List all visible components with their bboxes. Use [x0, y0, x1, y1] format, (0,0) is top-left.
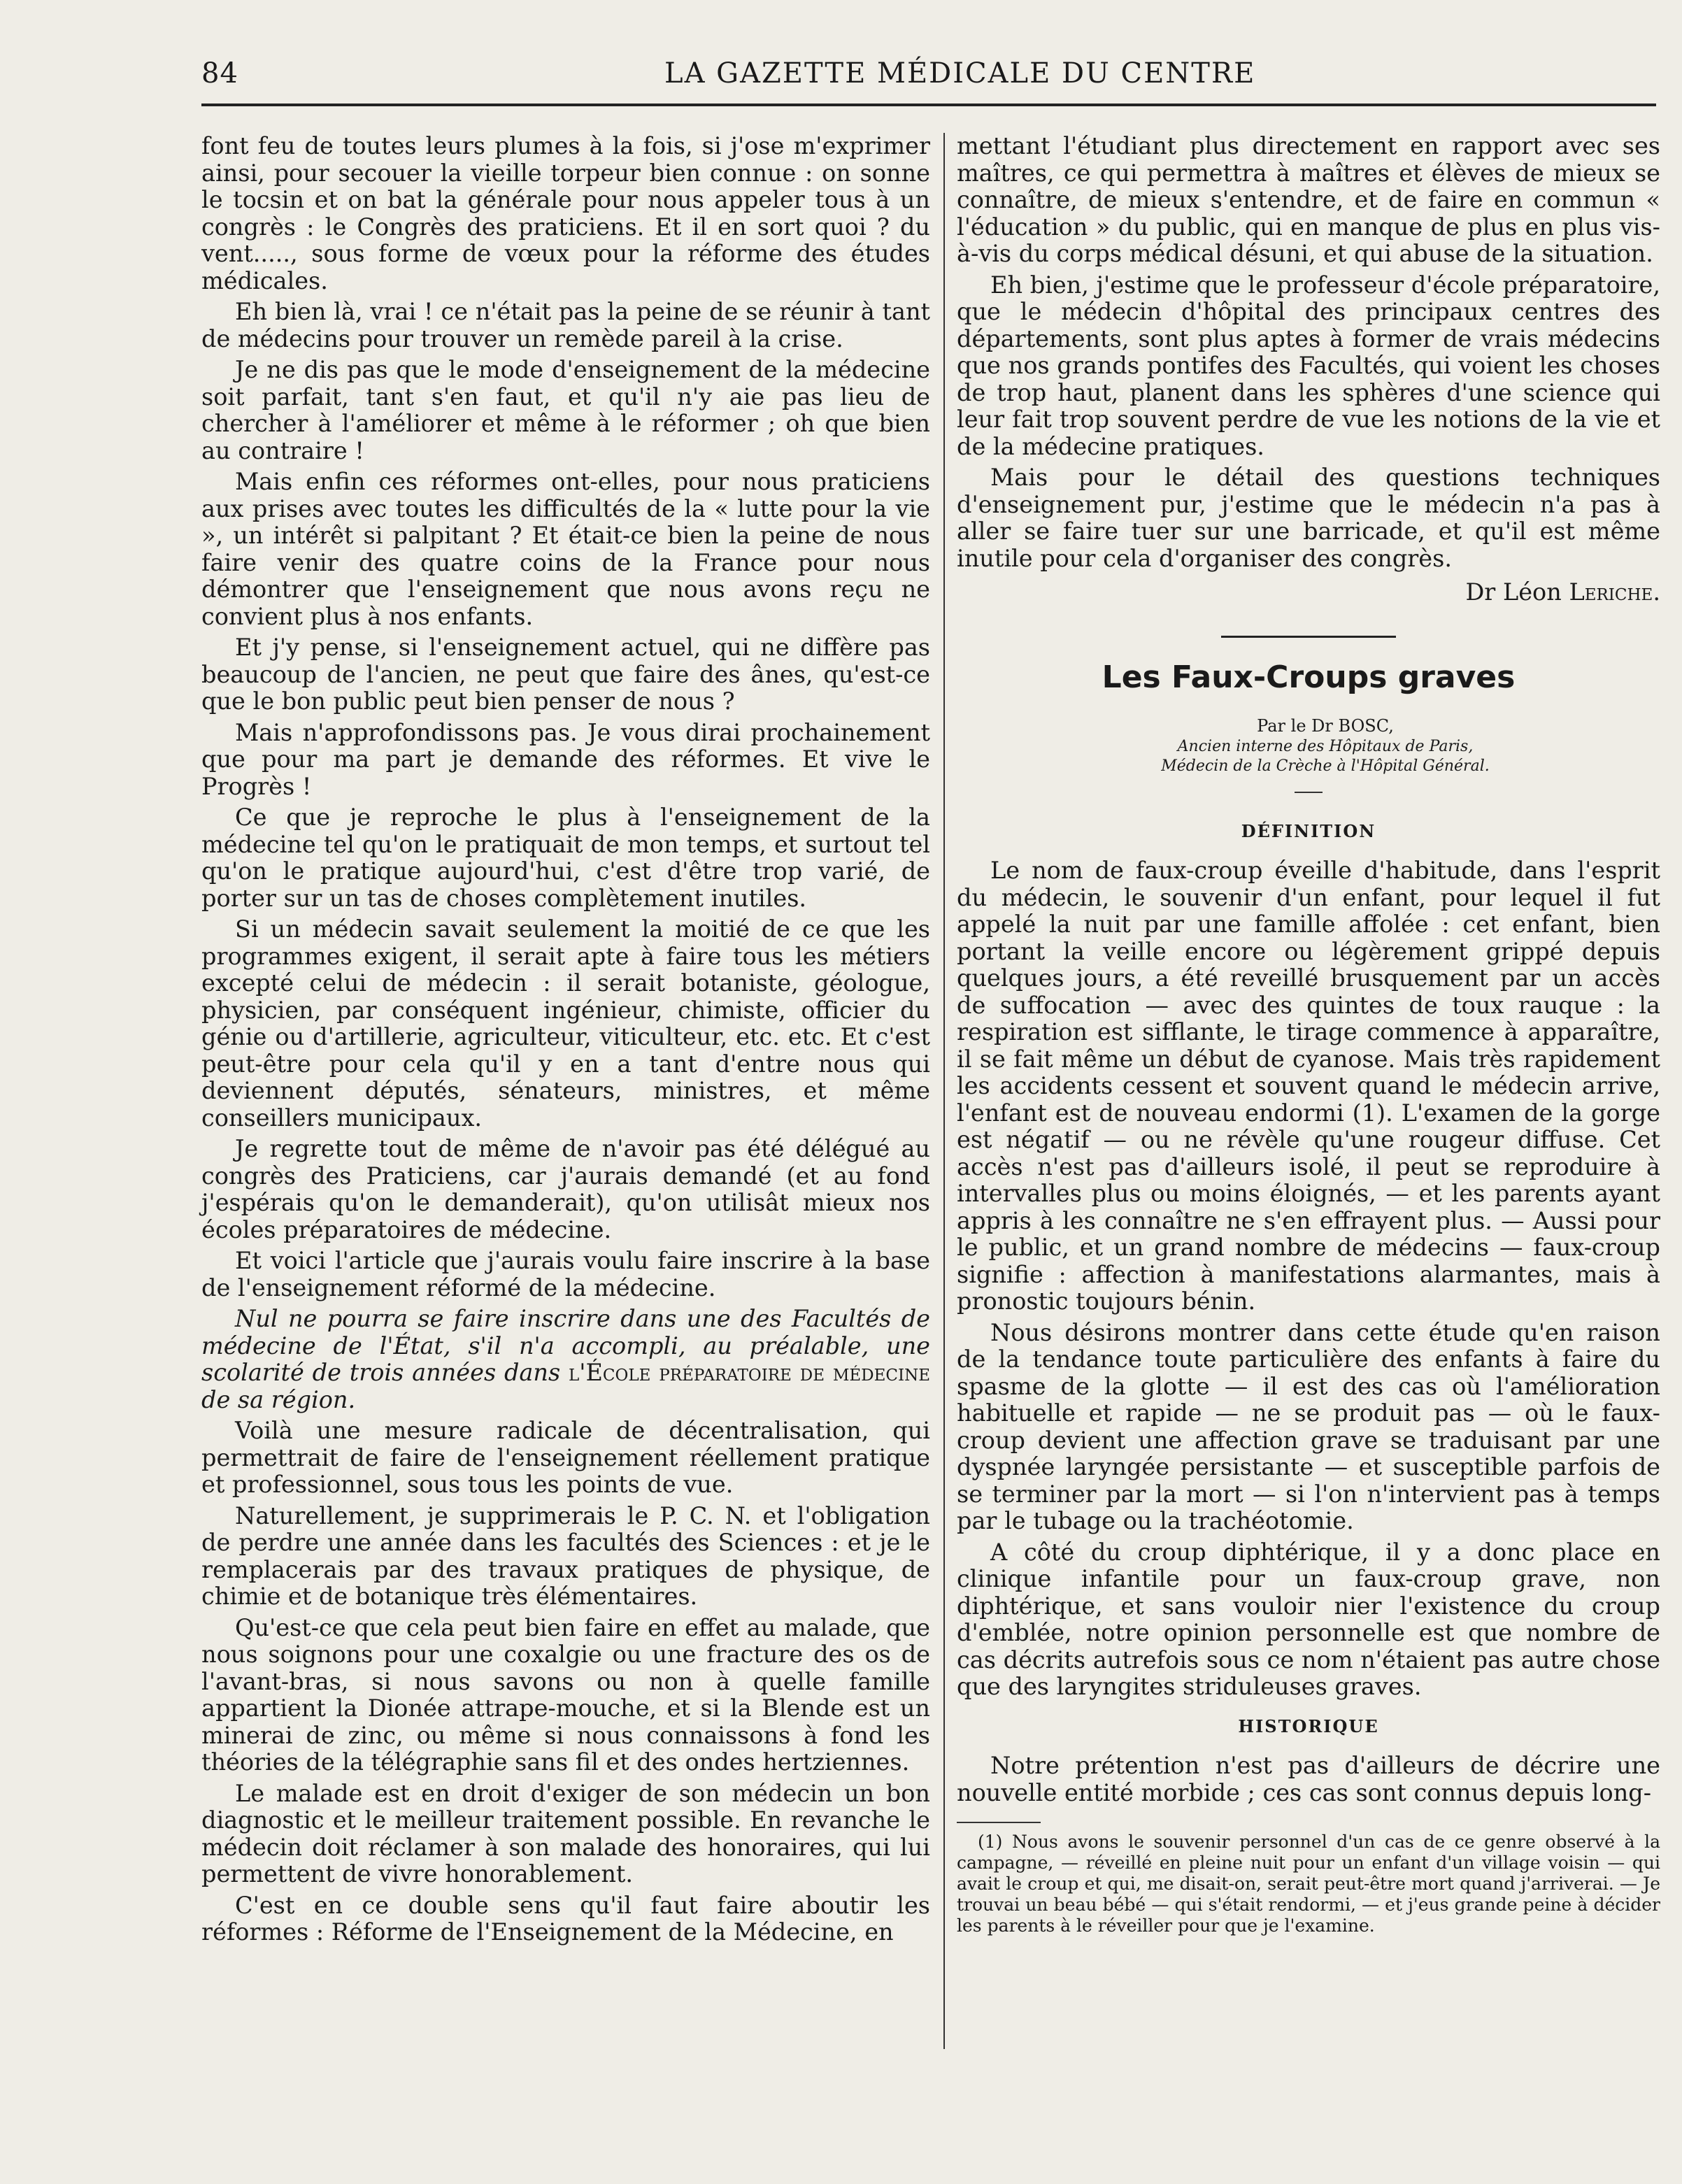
author-affiliation: Médecin de la Crèche à l'Hôpital Général.: [1161, 757, 1490, 775]
paragraph: mettant l'étudiant plus directement en rapport avec ses maîtres, ce qui permettra à maîtres et élèves de mieux se connaître, de mieux s'entendre, et de faire en commun « l'éducation » du public, qui en manque de plus en plus vis-à-vis du corps médical désuni, et qui abuse de la situation.: [957, 132, 1660, 267]
paragraph: Mais n'approfondissons pas. Je vous dirai prochainement que pour ma part je demande des réformes. Et vive le Progrès !: [201, 718, 930, 800]
section-heading-definition: DÉFINITION: [1241, 820, 1376, 841]
signature-prefix: Dr Léon: [1465, 578, 1569, 606]
paragraph: Si un médecin savait seulement la moitié de ce que les programmes exigent, il serait apte à faire tous les métiers excepté celui de médecin : il serait botaniste, géologue, physicien, par conséquent ingénieur, chimiste, officier du génie ou d'artillerie, agriculteur, viticulteur, etc. etc. Et c'est peut-être pour cela qu'il y en a tant d'entre nous qui deviennent députés, sénateurs, ministres, et même conseillers municipaux.: [201, 915, 930, 1132]
header-rule: [201, 104, 1656, 106]
page-number: 84: [201, 57, 238, 90]
paragraph: Mais enfin ces réformes ont-elles, pour nous praticiens aux prises avec toutes les difficultés de la « lutte pour la vie », un intérêt si palpitant ? Et était-ce bien la peine de nous faire venir des quatre coins de la France pour nous démontrer que l'enseignement que nous avons reçu ne convient plus à nos enfants.: [201, 468, 930, 630]
paragraph: Notre prétention n'est pas d'ailleurs de décrire une nouvelle entité morbide ; ces cas sont connus depuis long-: [957, 1752, 1660, 1806]
column-rule: [943, 133, 945, 2049]
paragraph: C'est en ce double sens qu'il faut faire aboutir les réformes : Réforme de l'Enseignement de la Médecine, en: [201, 1891, 930, 1946]
footnote: (1) Nous avons le souvenir personnel d'un cas de ce genre observé à la campagne, — réveillé en pleine nuit pour un enfant d'un village voisin — qui avait le croup et qui, me disait-on, serait peut-être mort quand j'arriverai. — Je trouvai un beau bébé — qui s'était rendormi, — et j'eus grande peine à décider les parents à le réveiller pour que je l'examine.: [957, 1832, 1660, 1936]
paragraph: Voilà une mesure radicale de décentralisation, qui permettrait de faire de l'enseignement réellement pratique et professionnel, sous tous les points de vue.: [201, 1417, 930, 1498]
paragraph: Eh bien, j'estime que le professeur d'école préparatoire, que le médecin d'hôpital des principaux centres des départements, sont plus aptes à former de vrais médecins que nos grands pontifes des Facultés, qui voient les choses de trop haut, planent dans les sphères d'une science qui leur fait trop souvent perdre de vue les notions de la vie et de la médecine pratiques.: [957, 271, 1660, 460]
paragraph: Ce que je reproche le plus à l'enseignement de la médecine tel qu'on le pratiquait de mon temps, et surtout tel qu'on le pratique aujourd'hui, c'est d'être trop varié, de porter sur un tas de choses complètement inutiles.: [201, 804, 930, 912]
signature-name: Leriche.: [1569, 578, 1660, 606]
proposed-article: [201, 1306, 930, 1413]
paragraph: Eh bien là, vrai ! ce n'était pas la peine de se réunir à tant de médecins pour trouver un remède pareil à la crise.: [201, 298, 930, 352]
paragraph: Mais pour le détail des questions techniques d'enseignement pur, j'estime que le médecin n'a pas à aller se faire tuer sur une barricade, et qu'il est même inutile pour cela d'organiser des congrès.: [957, 464, 1660, 572]
proposed-article-text: Nul ne pourra se faire inscrire dans une des Facultés de médecine de l'État, s'il n'a accompli, au préalable, une scolarité de trois années dans: [201, 1305, 930, 1386]
paragraph: Le malade est en droit d'exiger de son médecin un bon diagnostic et le meilleur traitement possible. En revanche le médecin doit réclamer à son malade des honoraires, qui lui permettent de vivre honorablement.: [201, 1779, 930, 1887]
right-column: [957, 133, 1660, 1936]
paragraph: A côté du croup diphtérique, il y a donc place en clinique infantile pour un faux-croup grave, non diphtérique, et sans vouloir nier l'existence du croup d'emblée, notre opinion personnelle est que nombre de cas décrits autrefois sous ce nom n'étaient pas autre chose que des laryngites striduleuses graves.: [957, 1538, 1660, 1700]
paragraph: Qu'est-ce que cela peut bien faire en effet au malade, que nous soignons pour une coxalgie ou une fracture des os de l'avant-bras, si nous savons ou non à quelle famille appartient la Dionée attrape-mouche, et si la Blende est un minerai de zinc, ou même si nous connaissons à fond les théories de la télégraphie sans fil et des ondes hertziennes.: [201, 1613, 930, 1776]
article-title: Les Faux-Croups graves: [1102, 659, 1516, 695]
left-column: [201, 133, 930, 1950]
short-rule: [1295, 792, 1323, 793]
section-separator-rule: [1221, 636, 1396, 638]
paragraph: Le nom de faux-croup éveille d'habitude, dans l'esprit du médecin, le souvenir d'un enfant, pour lequel il fut appelé la nuit par une famille affolée : cet enfant, bien portant la veille encore ou légèrement grippé depuis quelques jours, a été reveillé brusquement par un accès de suffocation — avec des quintes de toux rauque : la respiration est sifflante, le tirage commence à apparaître, il se fait même un début de cyanose. Mais très rapidement les accidents cessent et souvent quand le médecin arrive, l'enfant est de nouveau endormi (1). L'examen de la gorge est négatif — ou ne révèle qu'une rougeur diffuse. Cet accès n'est pas d'ailleurs isolé, il peut se reproduire à intervalles plus ou moins éloignés, — et les parents ayant appris à les connaître ne s'en effrayent plus. — Aussi pour le public, et un grand nombre de médecins — faux-croup signifie : affection à manifestations alarmantes, mais à pronostic toujours bénin.: [957, 857, 1660, 1315]
paragraph: Nous désirons montrer dans cette étude qu'en raison de la tendance toute particulière des enfants à faire du spasme de la glotte — il est des cas où l'amélioration habituelle et rapide — ne se produit pas — où le faux-croup devient une affection grave se traduisant par une dyspnée laryngée persistante — et susceptible parfois de se terminer par la mort — si l'on n'intervient pas à temps par le tubage ou la trachéotomie.: [957, 1318, 1660, 1534]
section-heading-historique: HISTORIQUE: [1238, 1715, 1379, 1736]
author-affiliation: Ancien interne des Hôpitaux de Paris,: [1177, 737, 1474, 755]
paragraph: Je regrette tout de même de n'avoir pas été délégué au congrès des Praticiens, car j'aurais demandé (et au fond j'espérais qu'on le demanderait), qu'on utilisât mieux nos écoles préparatoires de médecine.: [201, 1135, 930, 1243]
paragraph: Naturellement, je supprimerais le P. C. N. et l'obligation de perdre une année dans les facultés des Sciences : et je le remplacerais par des travaux pratiques de physique, de chimie et de botanique très élémentaires.: [201, 1501, 930, 1610]
article-byline: Par le Dr BOSC,: [1257, 715, 1394, 736]
school-name: l'École préparatoire de médecine: [569, 1359, 930, 1386]
proposed-article-end: de sa région.: [201, 1385, 356, 1413]
paragraph: Et j'y pense, si l'enseignement actuel, qui ne diffère pas beaucoup de l'ancien, ne peut que faire des ânes, qu'est-ce que le bon public peut bien penser de nous ?: [201, 634, 930, 715]
paragraph: font feu de toutes leurs plumes à la fois, si j'ose m'exprimer ainsi, pour secouer la vieille torpeur bien connue : on sonne le tocsin et on bat la générale pour nous appeler tous à un congrès : le Congrès des praticiens. Et il en sort quoi ? du vent....., sous forme de vœux pour la réforme des études médicales.: [201, 132, 930, 294]
running-title: LA GAZETTE MÉDICALE DU CENTRE: [664, 57, 1256, 90]
paragraph: Je ne dis pas que le mode d'enseignement de la médecine soit parfait, tant s'en faut, et qu'il n'y aie pas lieu de chercher à l'améliorer et même à le réformer ; oh que bien au contraire !: [201, 356, 930, 464]
author-signature: [957, 579, 1660, 606]
footnote-rule: [957, 1822, 1041, 1823]
paragraph: Et voici l'article que j'aurais voulu faire inscrire à la base de l'enseignement réformé de la médecine.: [201, 1247, 930, 1301]
